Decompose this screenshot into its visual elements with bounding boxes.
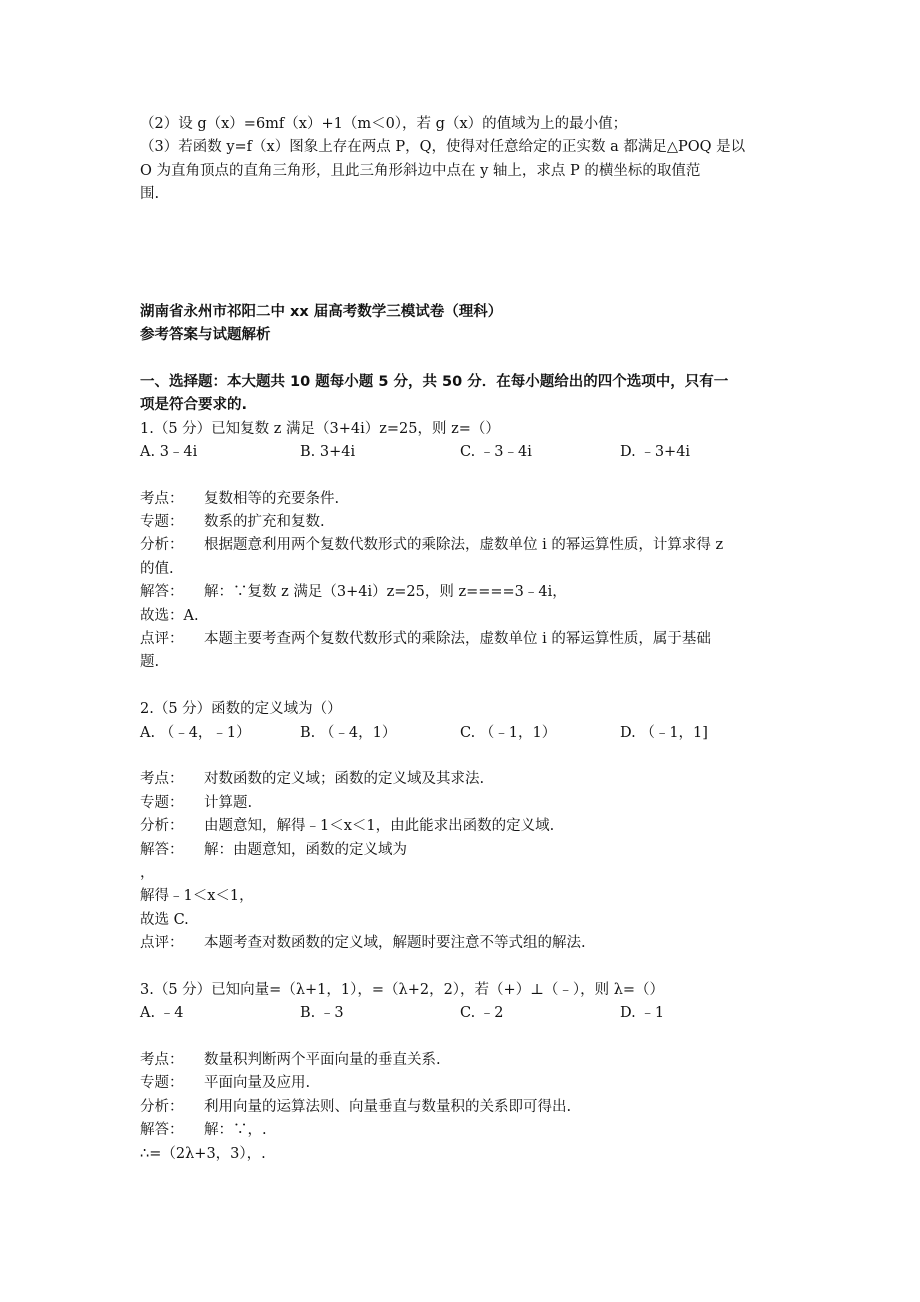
question-3-choices	[140, 1002, 782, 1025]
choice-d: D. ﹣3+4i	[620, 443, 691, 460]
choice-c: C. （﹣1，1）	[460, 724, 557, 741]
choice-c: C. ﹣2	[460, 1005, 504, 1022]
value: 解：由题意知，函数的定义域为	[204, 841, 407, 858]
choice-b: B. ﹣3	[300, 1005, 344, 1022]
choice-b: B. （﹣4，1）	[300, 724, 397, 741]
value: 本题主要考查两个复数代数形式的乘除法，虚数单位 i 的幂运算性质，属于基础	[204, 631, 711, 648]
problem-part-3-line-2: O 为直角顶点的直角三角形，且此三角形斜边中点在 y 轴上，求点 P 的横坐标的取值范	[140, 162, 701, 179]
value: 复数相等的充要条件.	[204, 490, 340, 507]
q2-kaodian	[140, 768, 782, 791]
label: 分析：	[140, 818, 184, 835]
label: 点评：	[140, 935, 184, 952]
question-2-choices	[140, 722, 782, 745]
choice-d: D. ﹣1	[620, 1005, 665, 1022]
label: 考点：	[140, 1052, 184, 1069]
section-heading-line-2: 项是符合要求的.	[140, 397, 248, 414]
q2-jieda	[140, 839, 782, 862]
q2-zhuanti	[140, 792, 782, 815]
value: 数系的扩充和复数.	[204, 514, 325, 531]
document-subtitle: 参考答案与试题解析	[140, 326, 271, 343]
question-1-stem: 1.（5 分）已知复数 z 满足（3+4i）z=25，则 z=（）	[140, 420, 500, 437]
label: 解答：	[140, 841, 184, 858]
q1-kaodian	[140, 488, 782, 511]
value: 数量积判断两个平面向量的垂直关系.	[204, 1052, 441, 1069]
label: 解答：	[140, 584, 184, 601]
q1-jieda	[140, 581, 782, 604]
label: 解答：	[140, 1122, 184, 1139]
q2-answer: 故选 C.	[140, 911, 189, 928]
problem-part-3-line-3: 围.	[140, 186, 160, 203]
q3-fenxi	[140, 1096, 782, 1119]
q1-dianping	[140, 628, 782, 651]
label: 专题：	[140, 514, 184, 531]
choice-a: A. 3﹣4i	[140, 443, 198, 460]
q3-kaodian	[140, 1049, 782, 1072]
q1-answer: 故选：A.	[140, 607, 199, 624]
section-heading-line-1: 一、选择题：本大题共 10 题每小题 5 分，共 50 分．在每小题给出的四个选项中，只有一	[140, 373, 729, 390]
label: 分析：	[140, 537, 184, 554]
document-title: 湖南省永州市祁阳二中 xx 届高考数学三模试卷（理科）	[140, 303, 503, 320]
q2-fenxi	[140, 815, 782, 838]
choice-d: D. （﹣1，1]	[620, 724, 708, 741]
value: 对数函数的定义域；函数的定义域及其求法.	[204, 771, 485, 788]
value: 平面向量及应用.	[204, 1075, 311, 1092]
q1-dianping-continued: 题.	[140, 654, 160, 671]
value: 本题考查对数函数的定义域，解题时要注意不等式组的解法.	[204, 935, 586, 952]
choice-a: A. ﹣4	[140, 1005, 184, 1022]
q3-jieda	[140, 1119, 782, 1142]
q1-fenxi-continued: 的值.	[140, 560, 174, 577]
value: 由题意知，解得﹣1＜x＜1，由此能求出函数的定义域.	[204, 818, 555, 835]
q3-zhuanti	[140, 1072, 782, 1095]
question-3-stem: 3.（5 分）已知向量=（λ+1，1），=（λ+2，2），若（+）⊥（﹣），则 λ=（）	[140, 981, 665, 998]
value: 解：∵复数 z 满足（3+4i）z=25，则 z====3﹣4i，	[204, 584, 567, 601]
q2-comma: ，	[140, 864, 155, 881]
q1-zhuanti	[140, 511, 782, 534]
label: 考点：	[140, 771, 184, 788]
label: 点评：	[140, 631, 184, 648]
q3-therefore: ∴=（2λ+3，3），.	[140, 1145, 266, 1162]
document-page	[140, 113, 782, 1166]
q2-dianping	[140, 932, 782, 955]
q2-solution: 解得﹣1＜x＜1，	[140, 888, 254, 905]
choice-b: B. 3+4i	[300, 443, 356, 460]
problem-part-3-line-1: （3）若函数 y=f（x）图象上存在两点 P，Q，使得对任意给定的正实数 a 都满足△POQ 是以	[140, 139, 746, 156]
question-1-choices	[140, 441, 782, 464]
choice-c: C. ﹣3﹣4i	[460, 443, 532, 460]
label: 考点：	[140, 490, 184, 507]
problem-part-2: （2）设 g（x）=6mf（x）+1（m＜0），若 g（x）的值域为上的最小值；	[140, 116, 628, 132]
q1-fenxi	[140, 534, 782, 557]
value: 计算题.	[204, 794, 253, 811]
question-2-stem: 2.（5 分）函数的定义域为（）	[140, 701, 342, 718]
value: 根据题意利用两个复数代数形式的乘除法，虚数单位 i 的幂运算性质，计算求得 z	[204, 537, 724, 554]
choice-a: A. （﹣4，﹣1）	[140, 724, 251, 741]
label: 分析：	[140, 1098, 184, 1115]
value: 解：∵，.	[204, 1122, 267, 1139]
value: 利用向量的运算法则、向量垂直与数量积的关系即可得出.	[204, 1098, 572, 1115]
label: 专题：	[140, 794, 184, 811]
label: 专题：	[140, 1075, 184, 1092]
